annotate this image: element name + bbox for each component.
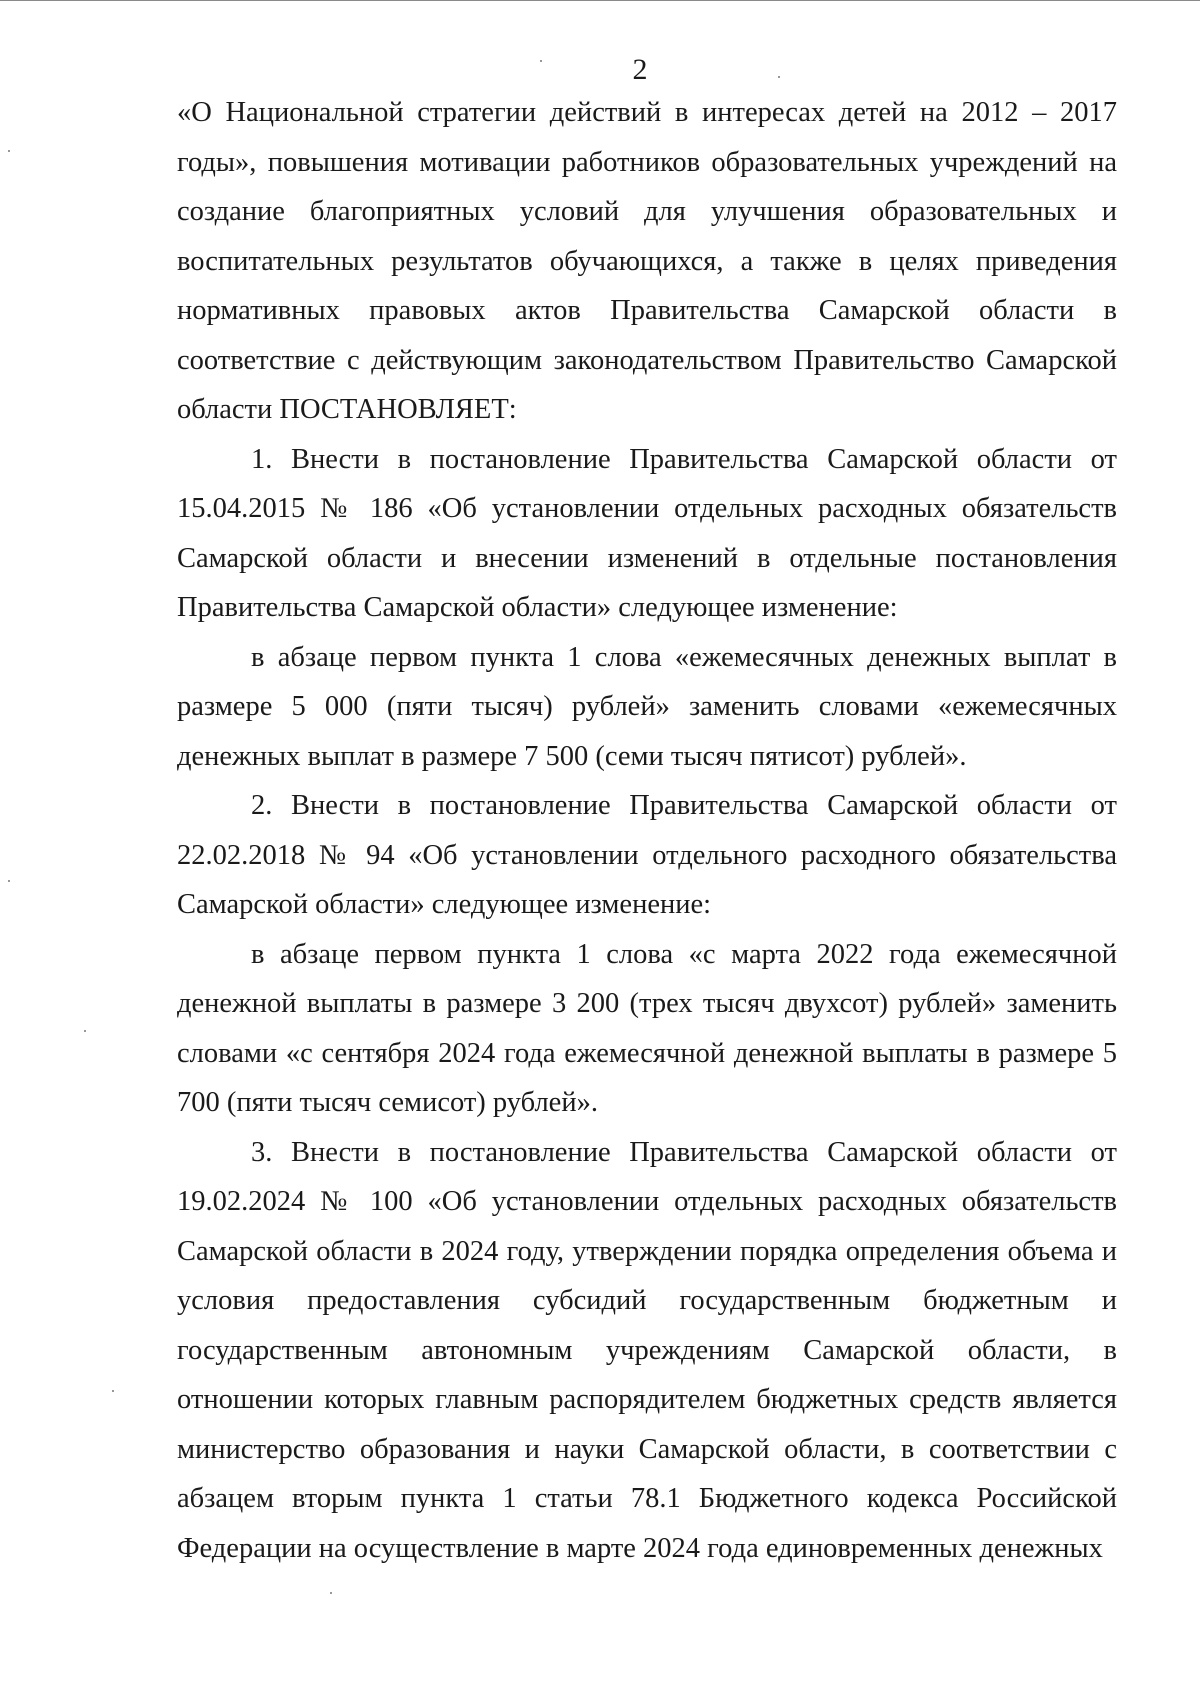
scan-speck — [112, 1390, 114, 1392]
scan-edge-line — [0, 0, 1200, 4]
scan-speck — [8, 880, 10, 882]
paragraph-preamble: «О Национальной стратегии действий в интересах детей на 2012 – 2017 годы», повышения мотивации работников образовательных учреждений на создание благоприятных условий для улучшения образовательных и воспитательных результатов обучающихся, а также в целях приведения нормативных правовых актов Правительства Самарской области в соответствие с действующим законодательством Правительство Самарской области ПОСТАНОВЛЯЕТ: — [177, 97, 1117, 425]
scan-speck — [778, 76, 780, 78]
scan-speck — [8, 150, 10, 152]
paragraph-item-1: 1. Внести в постановление Правительства Самарской области от 15.04.2015 № 186 «Об установлении отдельных расходных обязательств Самарской области и внесении изменений в отдельные постановления Правительства Самарской области» следующее изменение: — [177, 443, 1117, 623]
scan-speck — [84, 1030, 86, 1032]
paragraph-item-2: 2. Внести в постановление Правительства Самарской области от 22.02.2018 № 94 «Об установлении отдельного расходного обязательства Самарской области» следующее изменение: — [177, 790, 1117, 920]
page-number: 2 — [632, 53, 648, 86]
scan-speck — [540, 60, 542, 62]
paragraph-item-1-change: в абзаце первом пункта 1 слова «ежемесячных денежных выплат в размере 5 000 (пяти тысяч) рублей» заменить словами «ежемесячных денежных выплат в размере 7 500 (семи тысяч пятисот) рублей». — [177, 641, 1117, 772]
paragraph-item-2-change: в абзаце первом пункта 1 слова «с марта 2022 года ежемесячной денежной выплаты в размере 3 200 (трех тысяч двухсот) рублей» заменить словами «с сентября 2024 года ежемесячной денежной выплаты в размере 5 700 (пяти тысяч семисот) рублей». — [177, 938, 1117, 1118]
document-body — [177, 88, 1117, 1573]
scan-speck — [330, 1592, 332, 1594]
paragraph-item-3: 3. Внести в постановление Правительства Самарской области от 19.02.2024 № 100 «Об установлении отдельных расходных обязательств Самарской области в 2024 году, утверждении порядка определения объема и условия предоставления субсидий государственным бюджетным и государственным автономным учреждениям Самарской области, в отношении которых главным распорядителем бюджетных средств является министерство образования и науки Самарской области, в соответствии с абзацем вторым пункта 1 статьи 78.1 Бюджетного кодекса Российской Федерации на осуществление в марте 2024 года единовременных денежных — [177, 1136, 1117, 1564]
